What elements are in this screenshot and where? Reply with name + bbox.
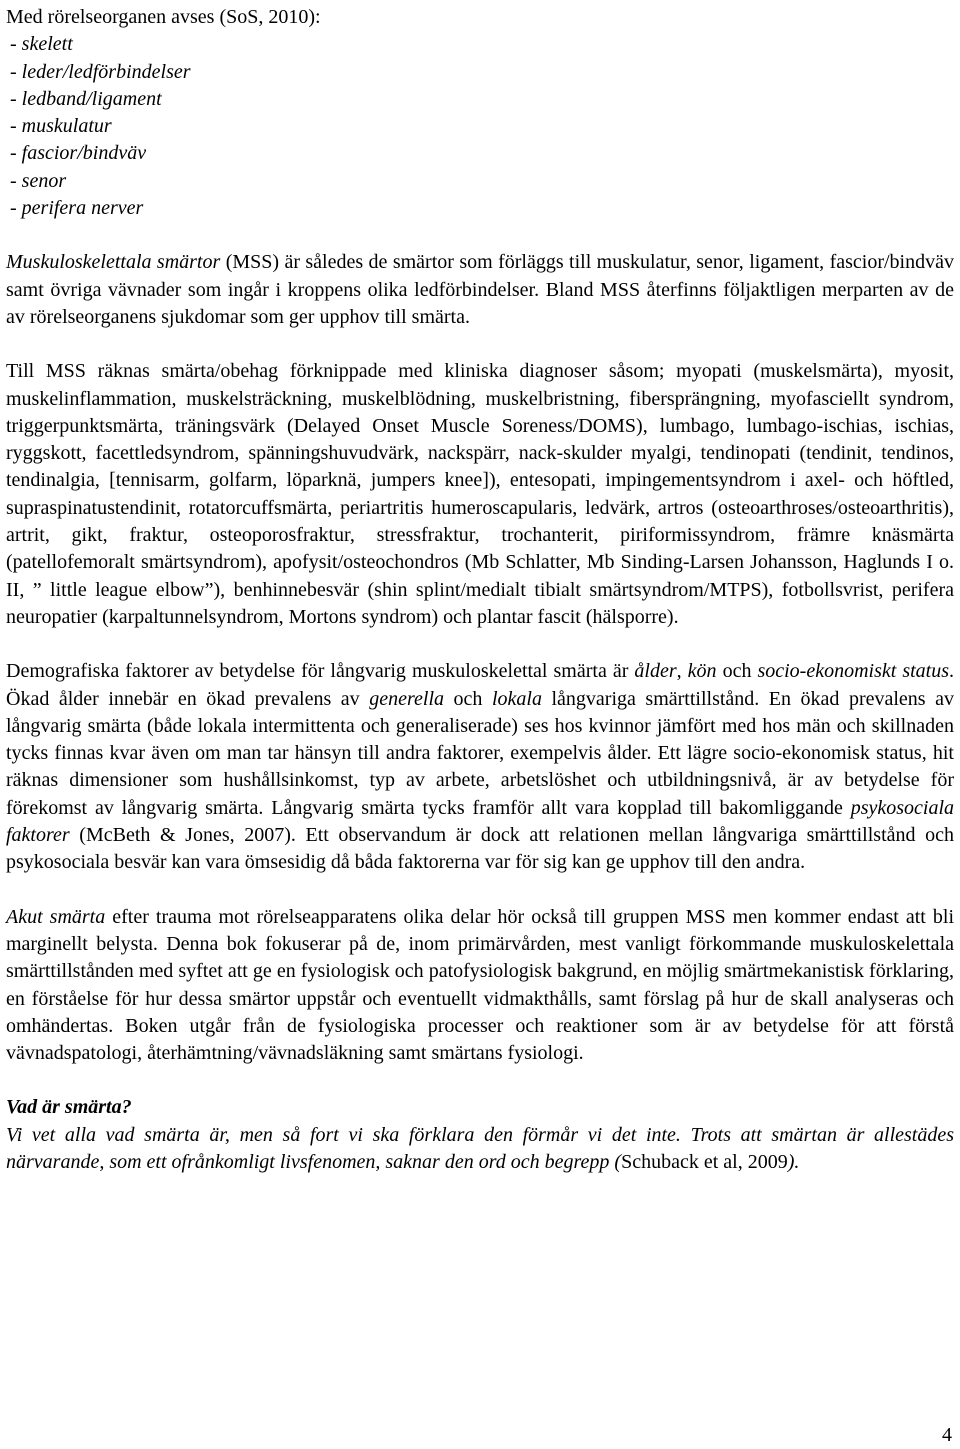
term: Akut smärta: [6, 905, 106, 928]
paragraph-acute-pain: [6, 904, 954, 1068]
spacer: [6, 331, 954, 358]
spacer: [6, 631, 954, 658]
list-item: - skelett: [10, 33, 73, 56]
list-item: - ledband/ligament: [10, 87, 162, 110]
organ-list: [6, 31, 954, 222]
paragraph-text: (MSS) är således de smärtor som förläggs till muskulatur, senor, ligament, fascior/bindväv samt övriga vävnader som ingår i kroppens olika ledförbindelser. Bland MSS återfinns följaktligen merparten av de av rörelseorganens sjukdomar som ger upphov till smärta.: [6, 251, 954, 328]
list-item: - muskulatur: [10, 115, 112, 138]
paragraph-demographics: Demografiska faktorer av betydelse för långvarig muskuloskelettal smärta är ålder, kön och socio-ekonomiskt status. Ökad ålder innebär en ökad prevalens av generella och lokala långvariga smärttillstånd. En ökad prevalens av långvarig smärta (både lokala intermittenta och generaliserade) ses hos kvinnor jämfört med hos män och skillnaden tycks finnas kvar även om man tar hänsyn till andra faktorer, exempelvis ålder. Ett lägre socio-ekonomisk status, hit räknas dimensioner som hushållsinkomst, typ av arbete, arbetslöshet och utbildningsnivå, är av betydelse för förekomst av långvarig smärta. Långvarig smärta tycks framför allt vara kopplad till bakomliggande psykosociala faktorer (McBeth & Jones, 2007). Ett observandum är dock att relationen mellan långvariga smärttillstånd och psykosociala besvär kan vara ömsesidig då båda faktorerna var för sig kan ge upphov till den andra.: [6, 660, 955, 874]
list-item: - fascior/bindväv: [10, 142, 147, 165]
paragraph-what-is-pain: Vi vet alla vad smärta är, men så fort vi ska förklara den förmår vi det inte. Trots att smärtan är allestädes närvarande, som ett ofrånkomligt livsfenomen, saknar den ord och begrepp (Schuback et al, 2009).: [6, 1123, 954, 1173]
list-item: - leder/ledförbindelser: [10, 60, 191, 83]
term: Muskuloskelettala smärtor: [6, 251, 221, 274]
paragraph-text: efter trauma mot rörelseapparatens olika delar hör också till gruppen MSS men kommer endast att bli marginellt belysta. Denna bok fokuserar på de, inom primärvården, mest vanligt förkommande muskuloskelettala smärttillstånden med syftet att ge en fysiologisk och patofysiologisk bakgrund, en möjlig smärtmekanistisk förklaring, en förståelse för hur dessa smärtor uppstår och eventuellt vidmakthålls, samt förslag på hur de skall analyseras och omhändertas. Boken utgår från de fysiologiska processer och reaktioner som är av betydelse för att förstå vävnadspatologi, återhämtning/vävnadsläkning samt smärtans fysiologi.: [6, 905, 954, 1065]
page-number: 4: [942, 1424, 952, 1446]
paragraph-mss-definition: [6, 249, 954, 331]
paragraph-diagnoses: Till MSS räknas smärta/obehag förknippade med kliniska diagnoser såsom; myopati (muskelsmärta), myosit, muskelinflammation, muskelsträckning, muskelblödning, muskelbristning, fibersprängning, myofasciellt syndrom, triggerpunktsmärta, träningsvärk (Delayed Onset Muscle Soreness/DOMS), lumbago, lumbago-ischias, ischias, ryggskott, facettledsyndrom, spänningshuvudvärk, nackspärr, nack-skulder myalgi, tendinopati (tendinit, tendinos, tendinalgia, [tennisarm, golfarm, löparknä, jumpers knee]), entesopati, impingementsyndrom i axel- och höftled, supraspinatustendinit, rotatorcuffsmärta, periartritis humeroscapularis, ledvärk, artros (osteoarthroses/osteoarthritis), artrit, gikt, fraktur, osteoporosfraktur, stressfraktur, trochanterit, piriformissyndrom, främre knäsmärta (patellofemoralt smärtsyndrom), apofysit/osteochondros (Mb Schlatter, Mb Sinding-Larsen Johansson, Haglunds I o. II, ” little league elbow”), benhinnebesvär (shin splint/medialt tibialt smärtsyndrom/MTPS), fotbollsvrist, perifera neuropatier (karpaltunnelsyndrom, Mortons syndrom) och plantar fascit (hälsporre).: [6, 360, 954, 628]
list-item: - senor: [10, 169, 67, 192]
spacer: [6, 1067, 954, 1094]
spacer: [6, 222, 954, 249]
document-page: [6, 4, 954, 1176]
list-item: - perifera nerver: [10, 197, 144, 220]
spacer: [6, 877, 954, 904]
intro-line: Med rörelseorganen avses (SoS, 2010):: [6, 6, 321, 28]
section-heading: Vad är smärta?: [6, 1096, 132, 1119]
